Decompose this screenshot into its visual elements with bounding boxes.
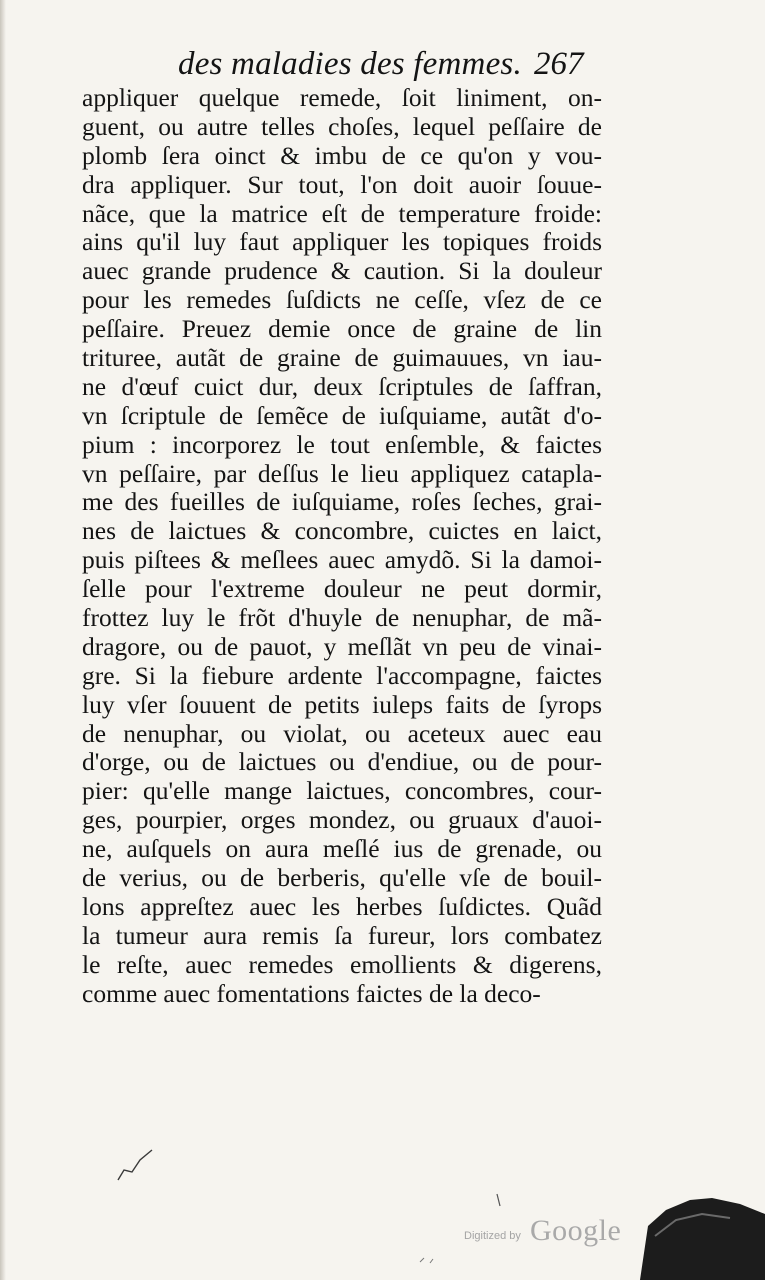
text-line: peſſaire. Preuez demie once de graine de lin <box>82 314 602 344</box>
text-line: plomb ſera oinct & imbu de ce qu'on y vou- <box>82 140 602 170</box>
text-line: guent, ou autre telles choſes, lequel peſſaire de <box>82 111 602 141</box>
text-line: frottez luy le frõt d'huyle de nenuphar, de mã- <box>82 603 602 633</box>
corner-shadow <box>640 1198 765 1280</box>
text-line: vn peſſaire, par deſſus le lieu appliquez cataplа- <box>82 458 602 488</box>
text-line: nãce, que la matrice eſt de temperature froide: <box>82 198 602 228</box>
text-line: le reſte, auec remedes emollients & digerens, <box>82 949 602 979</box>
text-line: me des fueilles de iuſquiame, roſes ſeches, grai- <box>82 487 602 517</box>
text-line: ains qu'il luy faut appliquer les topiques froids <box>82 227 602 257</box>
text-line: auec grande prudence & caution. Si la douleur <box>82 256 602 286</box>
text-line: dragore, ou de pauot, y meſlãt vn peu de vinai- <box>82 631 602 661</box>
text-line: pium : incorporez le tout enſemble, & faictes <box>82 429 602 459</box>
corner-shadow-edge <box>655 1214 730 1236</box>
text-line: pier: qu'elle mange laictues, concombres, cour- <box>82 776 602 806</box>
running-title: des maladies des femmes. <box>178 46 522 82</box>
text-line: ne, auſquels on aura meſlé ius de grenade, ou <box>82 834 602 864</box>
watermark-prefix: Digitized by <box>464 1230 521 1242</box>
text-line: de nenuphar, ou violat, ou aceteux auec eau <box>82 718 602 748</box>
text-line: ges, pourpier, orges mondez, ou gruaux d'auoi- <box>82 805 602 835</box>
pen-stroke-mark <box>118 1150 152 1180</box>
google-logo: Google <box>530 1214 622 1247</box>
text-line: ne d'œuf cuict dur, deux ſcriptules de ſaffran, <box>82 371 602 401</box>
page-number: 267 <box>534 46 584 82</box>
text-line: comme auec fomentations faictes de la deco- <box>82 978 541 1008</box>
text-line: ſelle pour l'extreme douleur ne peut dormir, <box>82 574 602 604</box>
text-line: dra appliquer. Sur tout, l'on doit auoir ſouue- <box>82 169 602 199</box>
text-line: de verius, ou de berberis, qu'elle vſe de bouil- <box>82 863 602 893</box>
page-edge-shadow <box>0 0 6 1280</box>
text-line: pour les remedes ſuſdicts ne ceſſe, vſez de ce <box>82 285 602 315</box>
text-line: trituree, autãt de graine de guimauues, vn iau- <box>82 343 602 373</box>
text-line: nes de laictues & concombre, cuictes en laict, <box>82 516 602 546</box>
body-text <box>82 84 602 1009</box>
text-line: la tumeur aura remis ſa fureur, lors combatez <box>82 920 602 950</box>
text-line: lons appreſtez auec les herbes ſuſdictes. Quãd <box>82 891 602 921</box>
bottom-scratch-mark <box>420 1258 433 1263</box>
text-line: puis piſtees & meſlees auec amydõ. Si la damoi- <box>82 545 602 575</box>
digitized-by-watermark <box>464 1214 634 1254</box>
text-line: d'orge, ou de laictues ou d'endiue, ou de pour- <box>82 747 602 777</box>
text-line: gre. Si la fiebure ardente l'accompagne, faictes <box>82 660 602 690</box>
text-line: luy vſer ſouuent de petits iuleps faits de ſyrops <box>82 689 602 719</box>
pen-tick-mark <box>497 1194 500 1206</box>
text-line: vn ſcriptule de ſemẽce de iuſquiame, autãt d'o- <box>82 400 602 430</box>
text-line: appliquer quelque remede, ſoit liniment, on- <box>82 83 602 112</box>
